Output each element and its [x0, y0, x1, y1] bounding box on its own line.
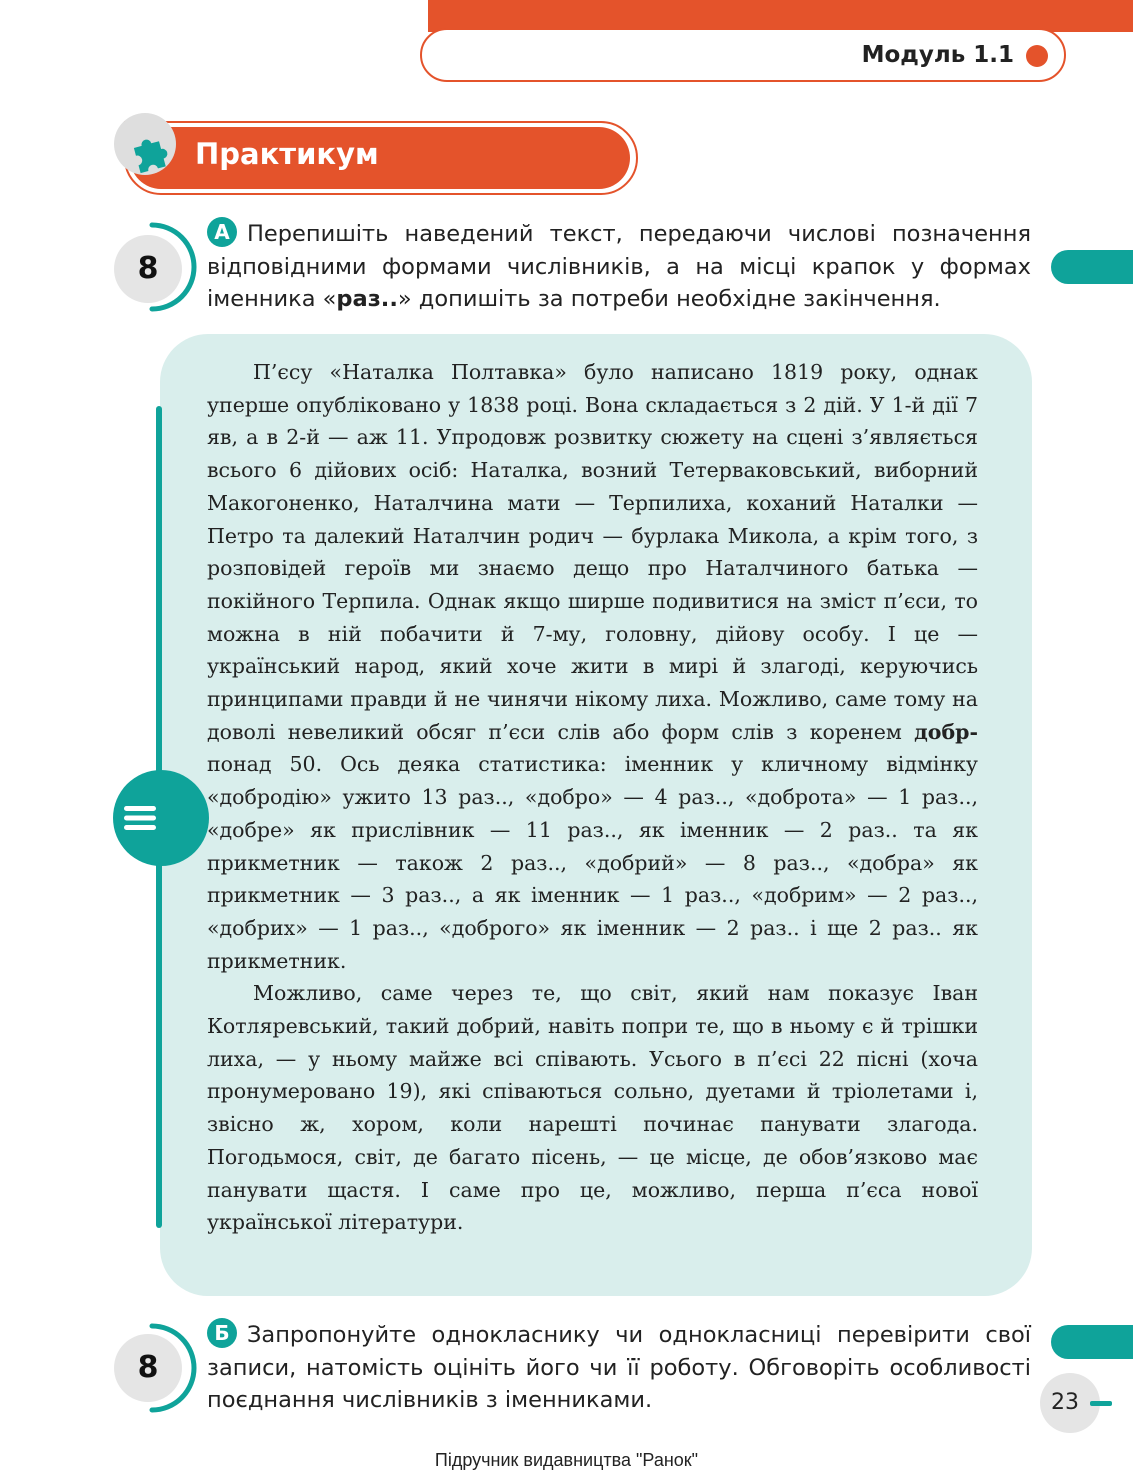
module-badge — [420, 28, 1066, 82]
task-a-instruction — [207, 217, 1031, 316]
task-number-arc — [146, 221, 198, 313]
passage-paragraph-2: Можливо, саме через те, що світ, який нам показує Іван Котляревський, такий добрий, навіть попри те, що в ньому є й трішки лиха, — у ньому майже всі співають. Усього в п’єсі 22 пісні (хоча пронумеровано 19), які співаються сольно, дуетами й тріолетами і, звісно ж, хором, коли нарешті починає панувати злагода. Погодьмося, світ, де багато пісень, — це місце, де обов’язково має панувати щастя. І саме про це, можливо, перша п’єса нової української літератури. — [207, 981, 978, 1235]
task-a-text: Перепишіть наведений текст, передаючи числові позначення відповідними формами числівників, а на місці крапок у формах іменника « — [207, 221, 1031, 312]
passage-p1-text-end: понад 50. Ось деяка статистика: іменник у кличному відмінку «добродію» ужито 13 раз.., «добро» — 4 раз.., «доброта» — 1 раз.., «добре» як прислівник — 11 раз.., як іменник — 2 раз.. та як прикметник — також 2 раз.., «добрий» — 8 раз.., «добра» як прикметник — 3 раз.., а як іменник — 1 раз.., «добрим» — 2 раз.., «добрих» — 1 раз.., «доброго» як іменник — 2 раз.. і ще 2 раз.. як прикметник. — [207, 752, 978, 973]
task-letter-badge: А — [207, 217, 237, 247]
module-label: Модуль 1.1 — [861, 42, 1014, 68]
passage-bold-root: добр- — [914, 719, 978, 744]
task-a-text-end: » допишіть за потреби необхідне закінчення. — [397, 286, 941, 312]
task-number-a: 8 — [114, 235, 182, 303]
menu-icon[interactable] — [122, 800, 158, 836]
passage-paragraph-1 — [207, 356, 978, 977]
task-b-instruction — [207, 1318, 1031, 1417]
passage-p1-text: П’єсу «Наталка Полтавка» було написано 1819 року, однак уперше опубліковано у 1838 році. Вона складається з 2 дій. У 1-й дії 7 яв, а в 2-й — аж 11. Упродовж розвитку сюжету на сцені з’являється всього 6 дійових осіб: Наталка, возний Тетерваковський, виборний Макогоненко, Наталчина мати — Терпилиха, коханий Наталки — Петро та далекий Наталчин родич — бурлака Микола, а крім того, з розповідей героїв ми знаємо дещо про Наталчиного батька — покійного Терпила. Однак якщо ширше подивитися на зміст п’єси, то можна в ній побачити й 7-му, головну, дійову особу. І це — український народ, який хоче жити в мирі й злагоді, керуючись принципами правди й не чинячи нікому лиха. Можливо, саме тому на доволі невеликий обсяг п’єси слів або форм слів з коренем — [207, 360, 978, 744]
side-tab — [1051, 250, 1133, 284]
passage-text — [207, 356, 978, 1239]
task-a-bold-word: раз.. — [336, 286, 398, 312]
task-number-b: 8 — [114, 1334, 182, 1402]
section-title: Практикум — [195, 137, 379, 171]
side-tab — [1051, 1325, 1133, 1359]
puzzle-icon — [126, 130, 174, 178]
footer-publisher: Підручник видавництва "Ранок" — [434, 1450, 699, 1470]
page-number-dash — [1090, 1401, 1112, 1406]
page-number: 23 — [1051, 1390, 1079, 1415]
task-letter-badge: Б — [207, 1318, 237, 1348]
task-b-text: Запропонуйте однокласнику чи однокласниці перевірити свої записи, натомість оцініть його чи її роботу. Обговоріть особливості поєднання числівників з іменниками. — [207, 1322, 1031, 1413]
module-dot-icon — [1026, 45, 1048, 67]
task-number-arc — [146, 1322, 198, 1414]
